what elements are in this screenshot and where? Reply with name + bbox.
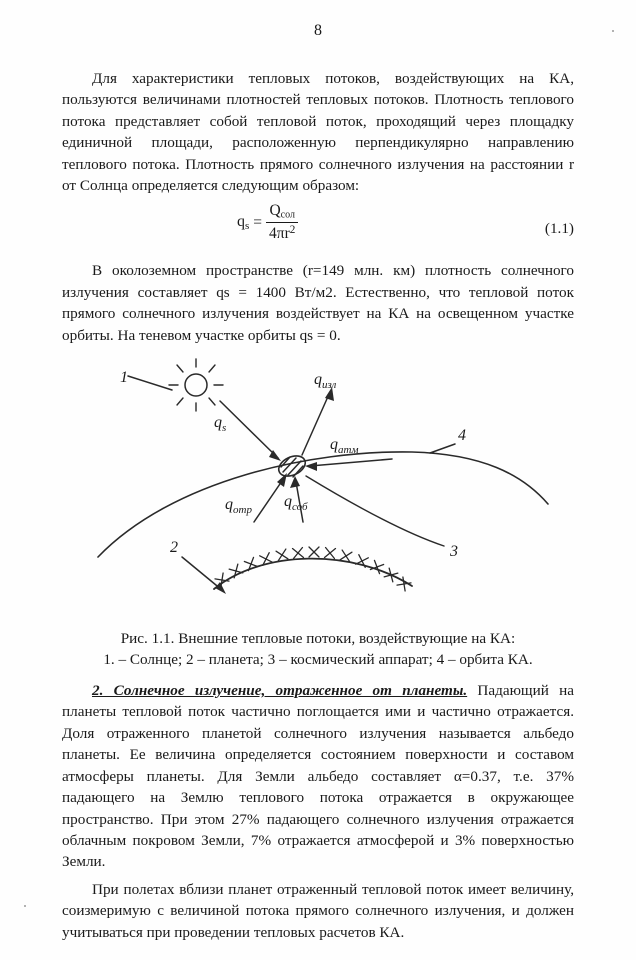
figure-caption-line-1: Рис. 1.1. Внешние тепловые потоки, воздействующие на КА: <box>120 630 516 648</box>
figure-label-2: 2 <box>170 539 178 557</box>
sun-circle <box>185 374 207 396</box>
paragraph-1: Для характеристики тепловых потоков, воздействующих на КА, пользуются величинами плотностей тепловых потоков. Плотность теплового потока представляет собой тепловой поток, проходящий через площадку единичной площади, расположенную перпендикулярно направлению теплового потока. Плотность прямого солнечного излучения на расстоянии r от Солнца определяется следующим образом: <box>62 70 574 195</box>
figure-label-qsob: $q_{соб}$ <box>284 493 308 514</box>
figure-label-qatm: $q_{атм}$ <box>330 436 359 457</box>
page-number: 8 <box>314 22 322 39</box>
formula-numerator: $Q_{сол}$ <box>269 202 295 221</box>
paragraph-2: В околоземном пространстве (r=149 млн. км) плотность солнечного излучения составляет qs = 1400 Вт/м2. Естественно, что тепловой поток прямого солнечного излучения воздействует на КА на освещенном участке орбиты. На теневом участке орбиты qs = 0. <box>62 262 574 344</box>
page-content <box>62 68 574 943</box>
formula-equals: = <box>253 213 263 231</box>
figure-label-4: 4 <box>458 427 466 445</box>
figure-label-qotr: $q_{отр}$ <box>225 496 252 517</box>
formula-block <box>62 202 574 258</box>
planet-surface-hatching <box>215 547 411 591</box>
orbit-arc <box>98 452 548 557</box>
arrow-qatm <box>305 459 392 471</box>
figure-label-qs: $q_s$ <box>214 414 227 435</box>
spacecraft-leader-line <box>306 476 444 546</box>
scan-speck <box>24 905 26 907</box>
formula-1-1 <box>237 202 298 243</box>
paragraph-3 <box>62 680 574 873</box>
sun-rays <box>169 359 223 411</box>
scan-speck <box>612 30 614 32</box>
arrow-qotr <box>254 473 287 522</box>
arrow-qs <box>220 401 281 461</box>
section-heading: 2. Солнечное излучение, отраженное от планеты. <box>92 682 468 700</box>
figure-label-1: 1 <box>120 369 128 387</box>
paragraph-3-body: Падающий на планеты тепловой поток частично поглощается ими и частично отражается. Доля отраженного планетой солнечного излучения называется альбедо планеты. Ее величина определяется состоянием поверхности и составом атмосферы планеты. Для Земли альбедо составляет α=0.37, т.е. 37% падающего на Землю теплового потока отражается в окружающее пространство. При этом 27% падающего солнечного излучения отражается облачным покровом Земли, 7% отражается атмосферой и 3% поверхностью Земли. <box>62 682 574 871</box>
figure-label-3: 3 <box>450 543 458 561</box>
formula-lhs: $q_s$ <box>237 213 250 233</box>
planet-surface-arc <box>214 559 412 589</box>
figure-label-qizl: $q_{изл}$ <box>314 371 337 392</box>
orbit-leader-line <box>430 444 455 453</box>
figure-caption <box>62 628 574 670</box>
planet-leader-line <box>182 557 226 594</box>
paragraph-4: При полетах вблизи планет отраженный тепловой поток имеет величину, соизмеримую с величиной потока прямого солнечного излучения, и должен учитываться при проведении тепловых расчетов КА. <box>62 880 574 941</box>
figure-1-1 <box>62 354 574 622</box>
sun-leader-line <box>128 376 172 390</box>
figure-drawing <box>62 354 574 622</box>
formula-fraction <box>266 202 298 243</box>
figure-caption-line-2: 1. – Солнце; 2 – планета; 3 – космический аппарат; 4 – орбита КА. <box>103 651 533 669</box>
formula-denominator: $4\pi r^2$ <box>269 223 296 242</box>
formula-number: (1.1) <box>544 220 574 238</box>
